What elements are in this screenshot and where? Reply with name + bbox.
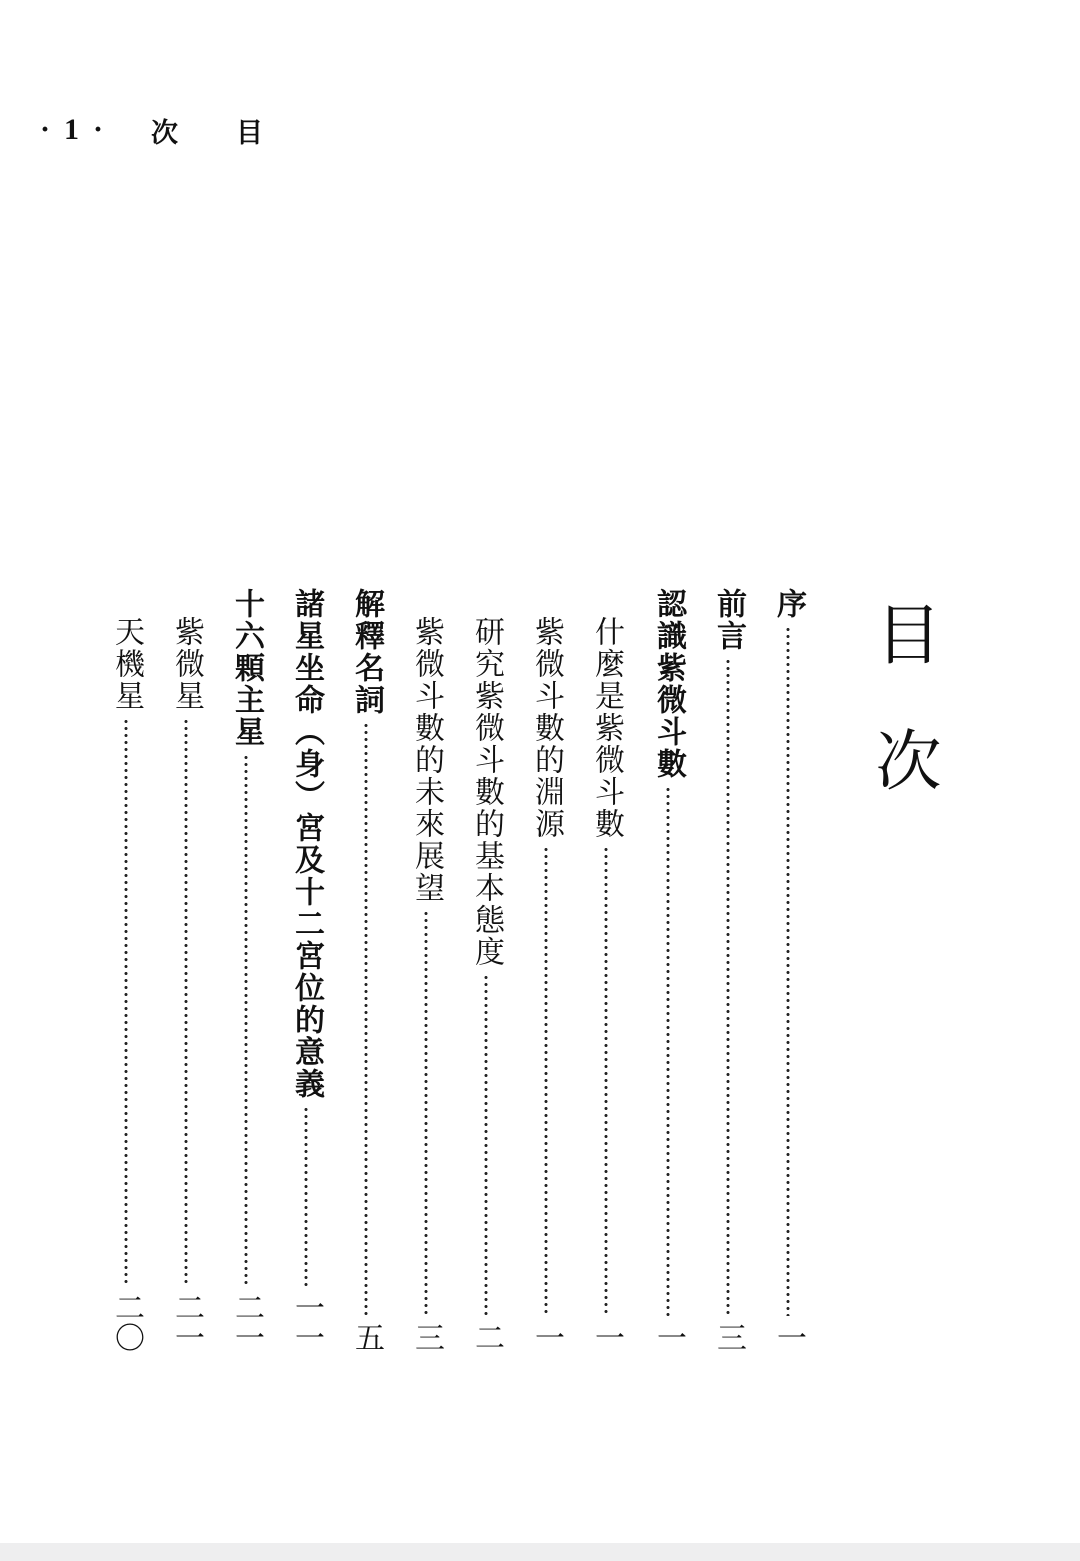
running-title-char: 次: [151, 117, 179, 149]
toc-entry-page: 二一: [229, 1292, 264, 1352]
toc-entry-label: 序: [771, 588, 806, 620]
dot-leader: [424, 910, 428, 1316]
toc-entry: [768, 588, 808, 1352]
toc-entry-label: 認識紫微斗數: [651, 588, 686, 780]
toc-entry-label: 什麼是紫微斗數: [589, 616, 624, 840]
dot-leader: [124, 718, 128, 1286]
toc-entry: [586, 616, 626, 1352]
toc-entry-label: 十六顆主星: [229, 588, 264, 748]
toc-entry-page: 一: [651, 1322, 686, 1352]
dot-leader: [726, 658, 730, 1316]
toc-entry-label: 天機星: [109, 616, 144, 712]
toc-entry: [166, 616, 206, 1352]
toc-entry-page: 一: [589, 1322, 624, 1352]
toc-entry: [226, 588, 266, 1352]
toc-entry-label: 解釋名詞: [349, 588, 384, 716]
dot-leader: [364, 722, 368, 1316]
viewer-bottom-bar: [0, 1543, 1080, 1561]
toc-title: 目次: [864, 600, 941, 852]
page-number: ·1·: [40, 113, 118, 146]
running-title-char: 目: [236, 117, 264, 149]
toc-entry: [648, 588, 688, 1352]
toc-entry: [406, 616, 446, 1352]
toc-entry-label: 紫微斗數的淵源: [529, 616, 564, 840]
toc-entry-page: 一一: [289, 1292, 324, 1352]
toc-entry-page: 一: [771, 1322, 806, 1352]
dot-leader: [484, 974, 488, 1316]
toc-entry-page: 一: [529, 1322, 564, 1352]
toc-entry-label: 紫微星: [169, 616, 204, 712]
toc-entry-page: 二: [469, 1322, 504, 1352]
dot-leader: [666, 786, 670, 1316]
toc-entry: [106, 616, 146, 1352]
dot-leader: [244, 754, 248, 1286]
toc-entry-label: 前言: [711, 588, 746, 652]
toc-entry: [708, 588, 748, 1352]
toc-entry: [466, 616, 506, 1352]
toc-entry: [526, 616, 566, 1352]
dot-leader: [544, 846, 548, 1316]
toc-entry-label: 諸星坐命（身）宮及十二宮位的意義: [289, 588, 324, 1100]
toc-entry: [286, 588, 326, 1352]
toc-entry-label: 研究紫微斗數的基本態度: [469, 616, 504, 968]
toc-entry-page: 二一: [169, 1292, 204, 1352]
toc-entry-page: 五: [349, 1322, 384, 1352]
dot-leader: [184, 718, 188, 1286]
dot-leader: [786, 626, 790, 1316]
toc-entry-page: 三: [409, 1322, 444, 1352]
toc-entry: [346, 588, 386, 1352]
toc-entry-page: 二〇: [109, 1292, 144, 1352]
toc-entry-label: 紫微斗數的未來展望: [409, 616, 444, 904]
dot-leader: [604, 846, 608, 1316]
toc-entry-page: 三: [711, 1322, 746, 1352]
dot-leader: [304, 1106, 308, 1286]
